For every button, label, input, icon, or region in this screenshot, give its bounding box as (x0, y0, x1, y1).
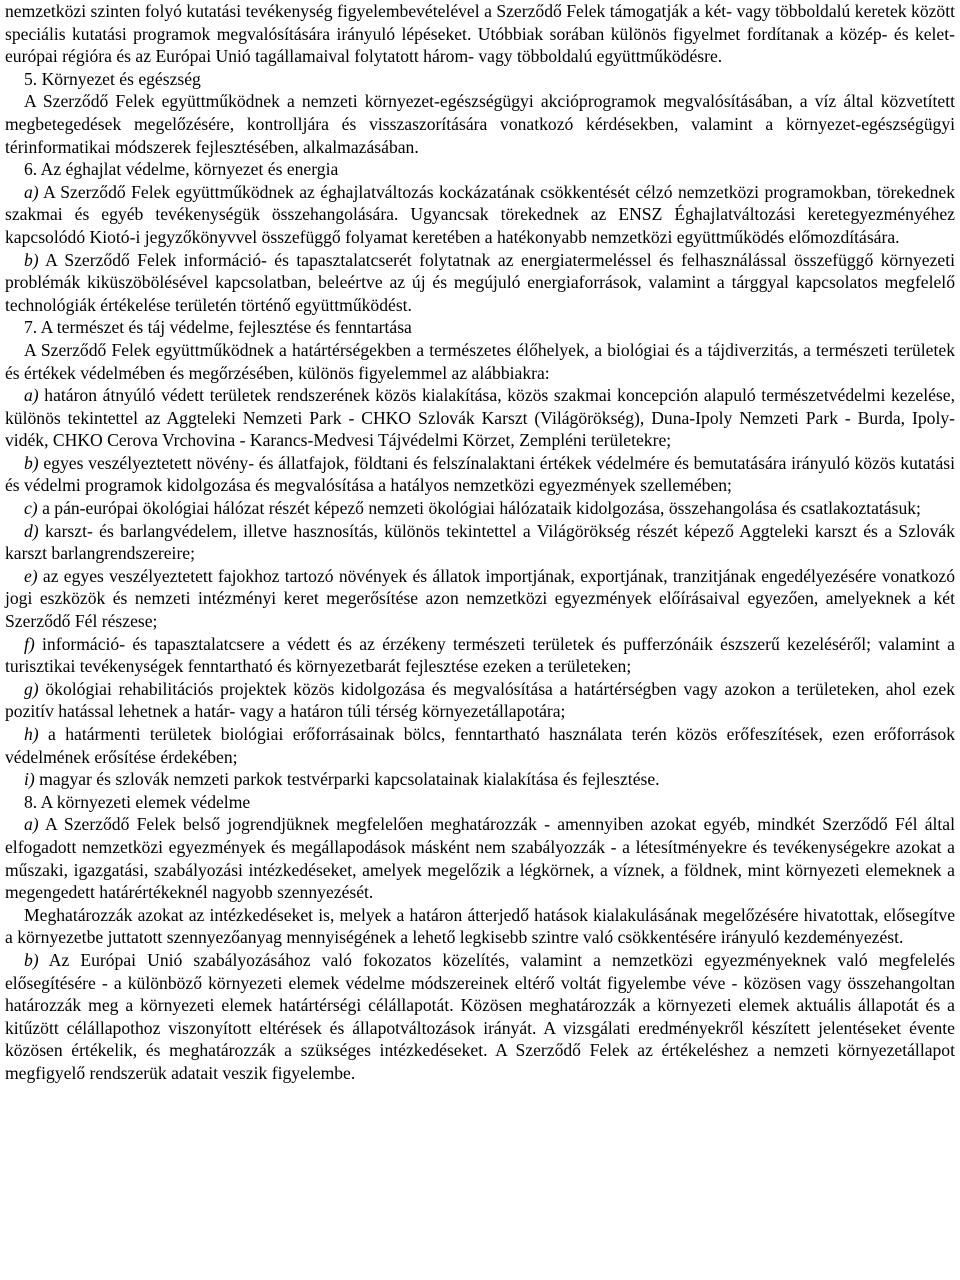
intro-paragraph: nemzetközi szinten folyó kutatási tevékenység figyelembevételével a Szerződő Felek támogatják a két- vagy többoldalú keretek között speciális kutatási programok megvalósítására irányuló lépéseket. Utóbbiak sorában különös figyelmet fordítanak a közép- és kelet-európai régióra és az Európai Unió tagállamaival folytatott három- vagy többoldalú együttműködésre. (5, 1, 955, 67)
item-text: karszt- és barlangvédelem, illetve hasznosítás, különös tekintettel a Világörökség részét képező Aggteleki karszt és a Szlovák karszt barlangrendszereire; (5, 520, 955, 564)
section-6-heading: 6. Az éghajlat védelme, környezet és energia (24, 159, 339, 180)
section-7-item-c (5, 497, 955, 520)
section-7-item-h (5, 723, 955, 768)
item-label: d) (24, 520, 39, 541)
section-7-item-d (5, 520, 955, 565)
item-label: f) (24, 633, 35, 654)
section-7-item-i (5, 768, 955, 791)
section-5-heading: 5. Környezet és egészség (24, 68, 201, 89)
item-label: a) (24, 385, 39, 406)
item-label: b) (24, 452, 39, 473)
item-label: e) (24, 565, 38, 586)
item-label: i) (24, 769, 35, 790)
item-label: g) (24, 678, 39, 699)
section-7-item-f (5, 633, 955, 678)
item-text: határon átnyúló védett területek rendszerének közös kialakítása, közös szakmai koncepción alapuló természetvédelmi kezelése, különös tekintettel az Aggteleki Nemzeti Park - CHKO Szlovák Karszt (Világörökség), Duna-Ipoly Nemzeti Park - Burda, Ipoly-vidék, CHKO Cerova Vrchovina - Karancs-Medvesi Tájvédelmi Körzet, Zempléni területekre; (5, 385, 955, 451)
item-text: magyar és szlovák nemzeti parkok testvérparki kapcsolatainak kialakítása és fejlesztése. (34, 769, 660, 790)
item-text: a pán-európai ökológiai hálózat részét képező nemzeti ökológiai hálózataik kidolgozása, összehangolása és csatlakoztatásuk; (37, 498, 921, 519)
section-7-intro: A Szerződő Felek együttműködnek a határtérségekben a természetes élőhelyek, a biológiai és a tájdiverzitás, a természeti területek és értékek védelmében és megőrzésében, különös figyelemmel az alábbiakra: (5, 339, 955, 383)
item-label: h) (24, 724, 39, 744)
item-label: b) (24, 949, 39, 970)
section-7-item-b (5, 452, 955, 497)
item-label: a) (24, 181, 39, 202)
section-7-item-g (5, 678, 955, 723)
item-label: c) (24, 498, 38, 519)
section-6-item-b (5, 249, 955, 317)
section-5-paragraph: A Szerződő Felek együttműködnek a nemzeti környezet-egészségügyi akcióprogramok megvalósításában, a víz által közvetített megbetegedések megelőzésére, kontrolljára és visszaszorítására vonatkozó kérdésekben, valamint a környezet-egészségügyi térinformatikai módszerek fejlesztésében, alkalmazásában. (5, 91, 955, 157)
section-6-item-a (5, 181, 955, 249)
item-label: a) (24, 814, 39, 835)
section-8-heading: 8. A környezeti elemek védelme (24, 791, 251, 812)
section-7-heading: 7. A természet és táj védelme, fejlesztése és fenntartása (24, 317, 412, 338)
item-text: A Szerződő Felek belső jogrendjüknek megfelelően meghatározzák - amennyiben azokat egyéb, mindkét Szerződő Fél által elfogadott nemzetközi egyezmények és megállapodások másként nem szabályozzák - a létesítményekre és tevékenységekre azokat a műszaki, igazgatási, szabályozási intézkedéseket, amelyek megelőzik a légkörnek, a víznek, a földnek, mint környezeti elemeknek a megengedett határértékeknél nagyobb szennyezését. (5, 814, 955, 903)
item-text: a határmenti területek biológiai erőforrásainak bölcs, fenntartható használata terén közös erőfeszítések, ezen erőforrások védelmének erősítése érdekében; (5, 724, 955, 767)
item-text: az egyes veszélyeztetett fajokhoz tartozó növények és állatok importjának, exportjának, tranzitjának engedélyezésére vonatkozó jogi eszközök és nemzeti intézményi keret megerősítése azon nemzetközi egyezmények előírásaival egyezően, amelyeknek a két Szerződő Fél részese; (5, 565, 955, 632)
section-8-item-b (5, 949, 955, 1085)
item-text: egyes veszélyeztetett növény- és állatfajok, földtani és felszínalaktani értékek védelmére és bemutatására irányuló közös kutatási és védelmi programok kidolgozása és megvalósítása a hatályos nemzetközi egyezmények szellemében; (5, 452, 955, 496)
section-7-item-a (5, 384, 955, 452)
document-page (5, 0, 955, 1085)
section-8-item-a (5, 813, 955, 903)
item-text: ökológiai rehabilitációs projektek közös kidolgozása és megvalósítása a határtérségben vagy azokon a területeken, ahol ezek pozitív hatással lehetnek a határ- vagy a határon túli térség környezetállapotára; (5, 678, 955, 722)
item-text: Az Európai Unió szabályozásához való fokozatos közelítés, valamint a nemzetközi egyezményeknek való megfelelés elősegítésére - a különböző környezeti elemek védelme módszereinek eltérő voltát figyelembe véve - közösen vagy összehangoltan határozzák meg a környezeti elemek határtérségi célállapotát. Közösen meghatározzák a környezeti elemek aktuális állapotát és a kitűzött célállapothoz viszonyított eltérések és állapotváltozások irányát. A vizsgálati eredményekről készített jelentéseket évente közösen értékelik, és meghatározzák a szükséges intézkedéseket. A Szerződő Felek az értékeléshez a nemzeti környezetállapot megfigyelő rendszerük adatait veszik figyelembe. (5, 949, 955, 1083)
item-text: A Szerződő Felek együttműködnek az éghajlatváltozás kockázatának csökkentését célzó nemzetközi programokban, törekednek szakmai és egyéb tevékenységük összehangolására. Ugyancsak törekednek az ENSZ Éghajlatváltozási keretegyezményéhez kapcsolódó Kiotó-i jegyzőkönyvvel összefüggő folyamat keretében a hatékonyabb nemzetközi együttműködés előmozdítására. (5, 181, 955, 247)
section-7-item-e (5, 565, 955, 633)
item-text: információ- és tapasztalatcsere a védett és az érzékeny természeti területek és pufferzónáik észszerű kezeléséről; valamint a turisztikai tevékenységek fenntartható és környezetbarát fejlesztése ezeken a területeken; (5, 633, 955, 677)
item-text: A Szerződő Felek információ- és tapasztalatcserét folytatnak az energiatermeléssel és felhasználással összefüggő környezeti problémák kiküszöbölésével kapcsolatban, beleértve az új és megújuló energiaforrások, valamint a tárggyal kapcsolatos megfelelő technológiák értékelése területén történő együttműködést. (5, 249, 955, 315)
section-8-paragraph: Meghatározzák azokat az intézkedéseket is, melyek a határon átterjedő hatások kialakulásának megelőzésére hivatottak, elősegítve a környezetbe juttatott szennyezőanyag mennyiségének a lehető legkisebb szintre való csökkentésére irányuló kezdeményezést. (5, 904, 955, 948)
item-label: b) (24, 249, 39, 270)
